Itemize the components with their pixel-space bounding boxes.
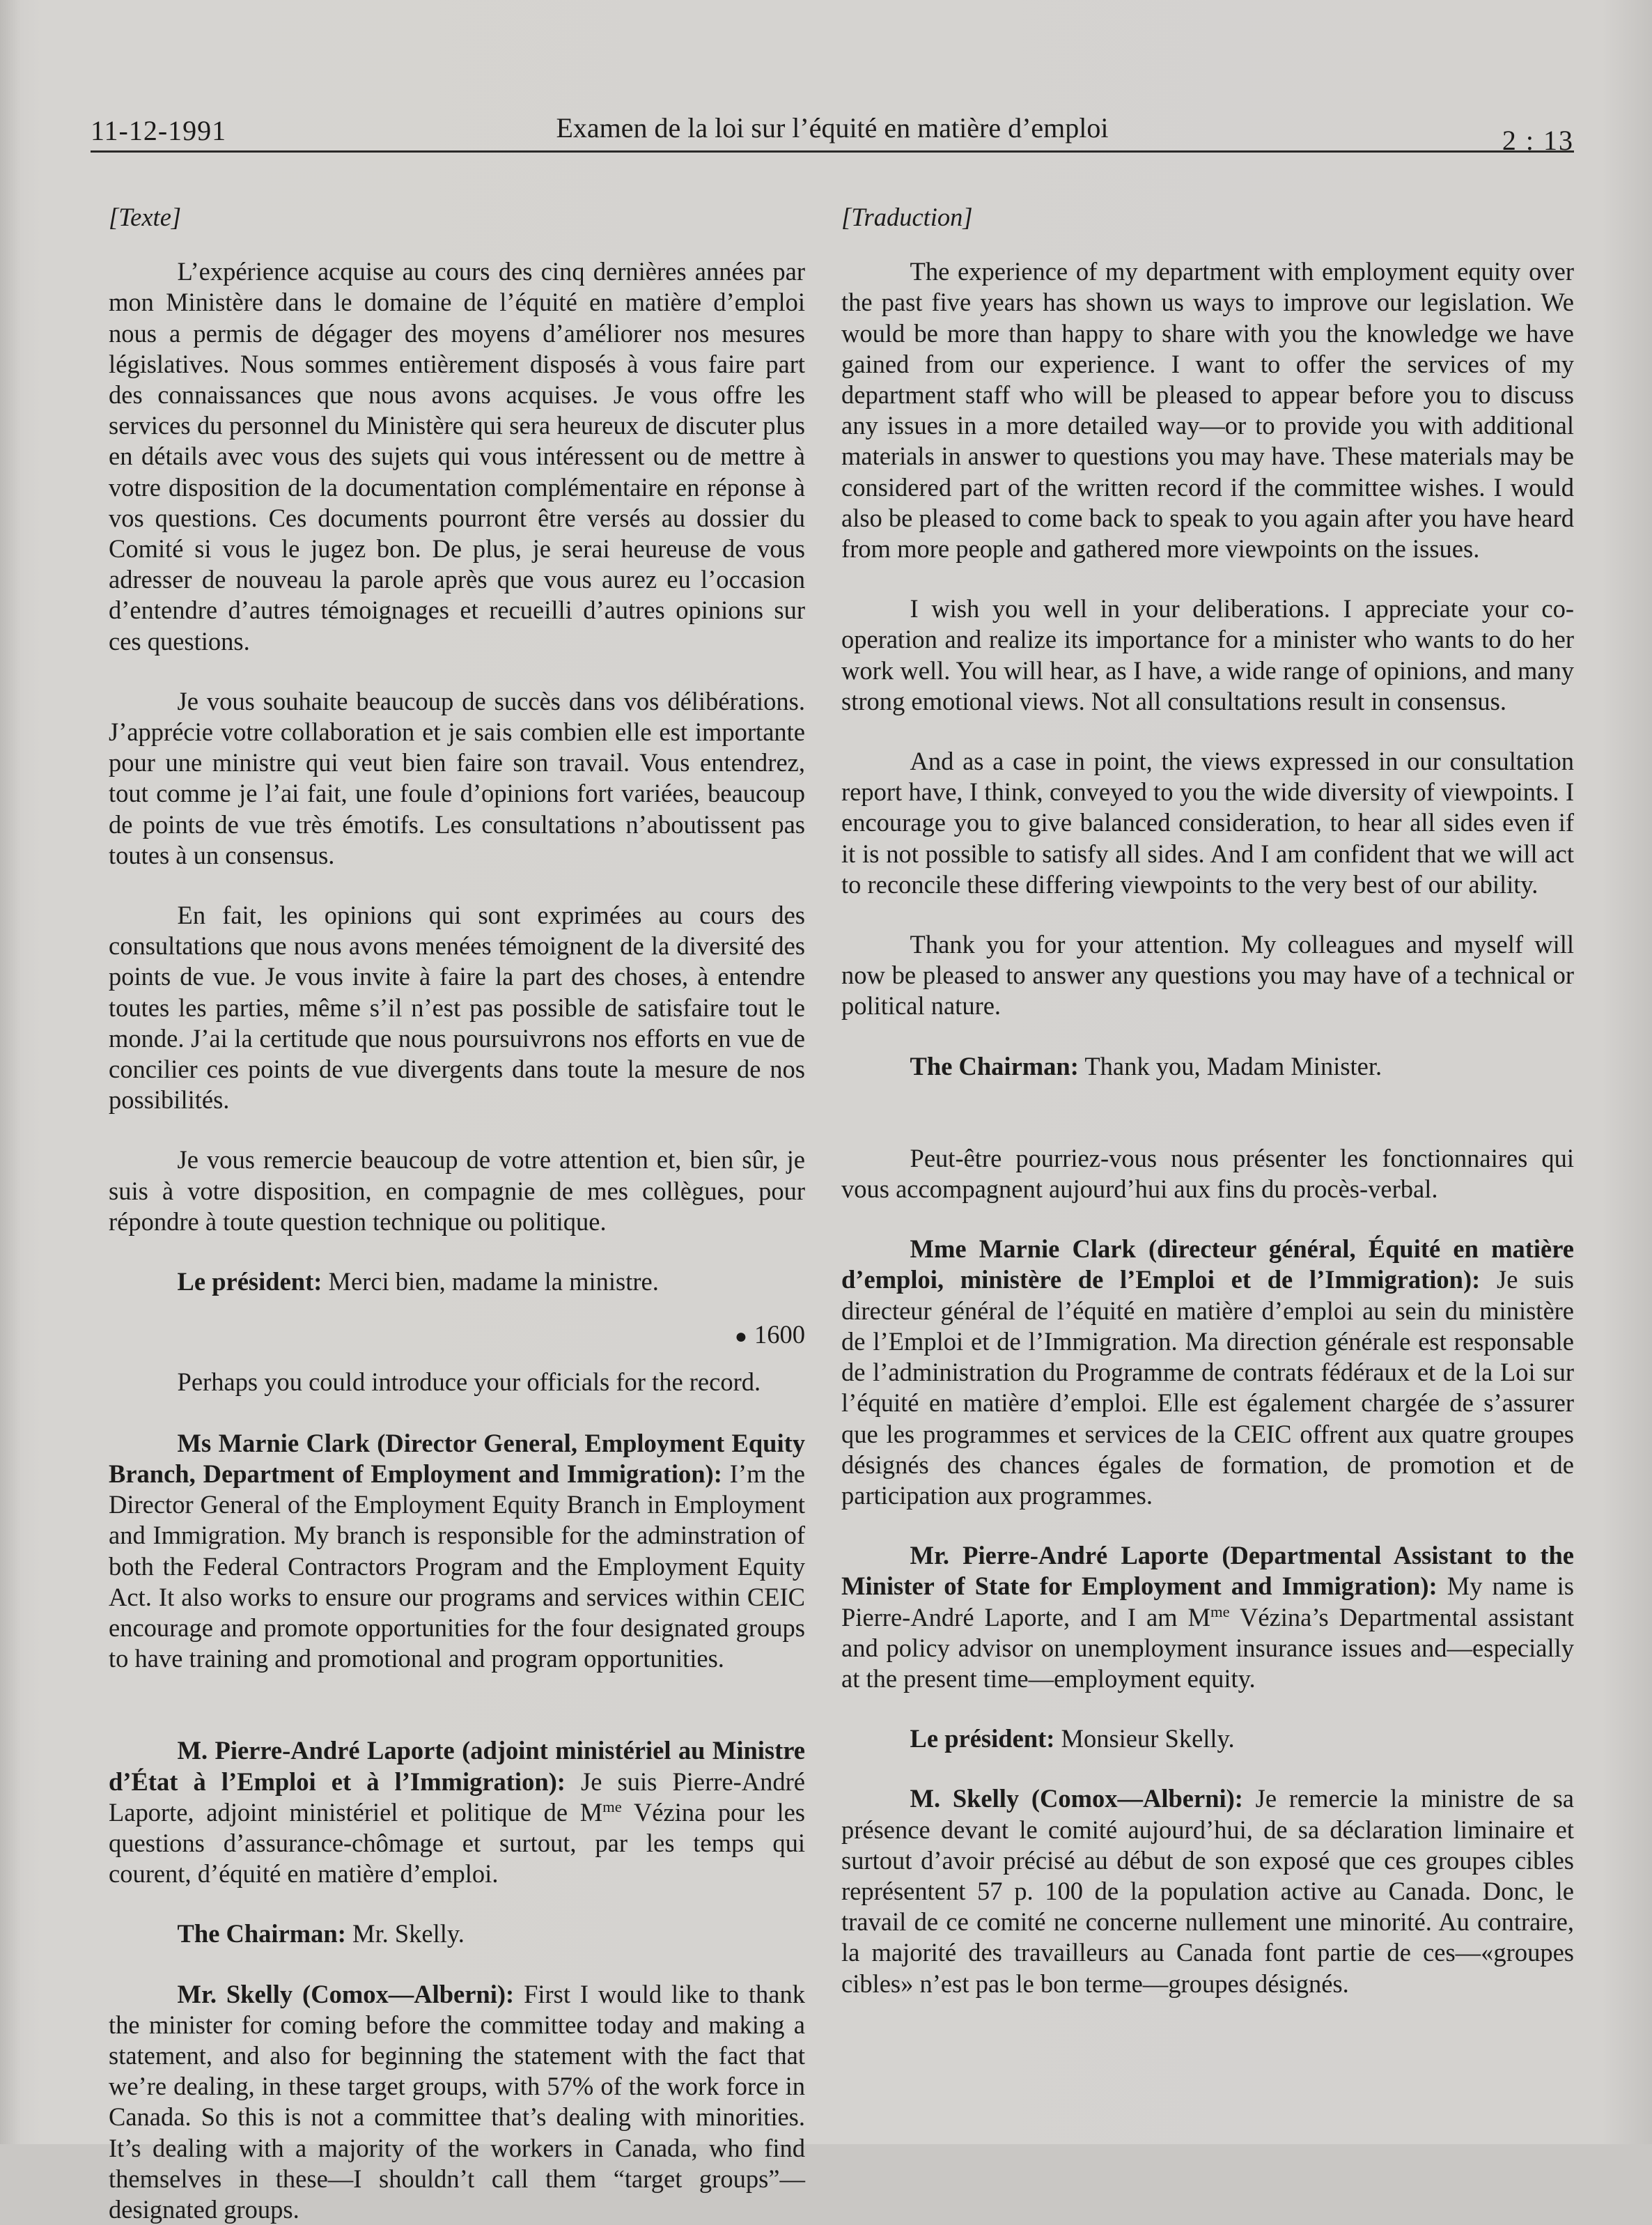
speech-text: Mr. Skelly. (345, 1919, 465, 1948)
superscript: me (1210, 1602, 1230, 1620)
column-label: [Texte] (109, 203, 182, 231)
speech-paragraph (841, 1723, 1574, 1754)
page-header (91, 111, 1574, 156)
speaker-name: Ms Marnie Clark (Director General, Employment Equity Branch, Department of Employment and Immigration): (109, 1428, 805, 1488)
speech-paragraph (841, 1234, 1574, 1511)
speech-text: Monsieur Skelly. (1054, 1724, 1235, 1753)
speech-text: Je suis directeur général de l’équité en matière d’emploi au sein du ministère de l’Emploi et de l’Immigration. Ma direction générale est responsable de l’administration du Programme de contrats fédéraux et de la Loi sur l’équité en matière d’emploi. Elle est également chargée de s’assurer que les programmes et services de la CEIC offrent aux quatre groupes désignés des chances égales de formation, de promotion et de participation aux programmes. (841, 1265, 1574, 1510)
spacer (841, 1082, 1574, 1114)
paragraph: And as a case in point, the views expressed in our consultation report have, I think, conveyed to you the wide diversity of viewpoints. I encourage you to give balanced consideration, to hear all sides even if it is not possible to satisfy all sides. And I am confident that we will act to reconcile these differing viewpoints to the very best of our ability. (841, 747, 1574, 899)
speaker-name: Mr. Pierre-André Laporte (Departmental Assistant to the Minister of State for Employment and Immigration): (841, 1541, 1574, 1601)
speech-paragraph (841, 1540, 1574, 1694)
speech-paragraph (109, 1266, 805, 1297)
speaker-name: Le président: (177, 1267, 322, 1296)
speech-text: Je remercie la ministre de sa présence devant le comité aujourd’hui, de sa déclaration liminaire et surtout d’avoir précisé au début de son exposé que ces groupes cibles représentent 57 p. 100 de la population active au Canada. Donc, le travail de ce comité ne concerne nullement une minorité. Au contraire, la majorité des travailleurs au Canada font partie de ces—«groupes cibles» n’est pas le bon terme—groupes désignés. (841, 1784, 1574, 1998)
time-stamp-value: 1600 (754, 1320, 805, 1349)
paragraph: The experience of my department with employment equity over the past five years has shown us ways to improve our legislation. We would be more than happy to share with you the knowledge we have gained from our experience. I want to offer the services of my department staff who will be pleased to appear before you to discuss any issues in a more detailed way—or to provide you with additional materials in answer to questions you may have. These materials may be considered part of the written record if the committee wishes. I would also be pleased to come back to speak to you again after you have heard from more people and gathered more viewpoints on the issues. (841, 257, 1575, 564)
speech-paragraph (109, 1735, 805, 1889)
speaker-name: M. Pierre-André Laporte (adjoint ministériel au Ministre d’État à l’Emploi et à l’Immigration): (109, 1736, 805, 1796)
bullet-icon: ● (734, 1325, 747, 1349)
speech-text: I’m the Director General of the Employment Equity Branch in Employment and Immigration. My branch is responsible for the adminstration of both the Federal Contractors Program and the Employment Equity Act. It also works to ensure our programs and services within CEIC encourage and promote opportunities for the four designated groups to have training and promotional and program opportunities. (109, 1459, 805, 1673)
spacer (109, 1674, 805, 1706)
speaker-name: M. Skelly (Comox—Alberni): (910, 1784, 1243, 1813)
speaker-name: The Chairman: (910, 1051, 1079, 1080)
speech-text: Merci bien, madame la ministre. (322, 1267, 659, 1296)
speech-paragraph (109, 1979, 805, 2225)
paragraph: En fait, les opinions qui sont exprimées au cours des consultations que nous avons menées témoignent de la diversité des points de vue. Je vous invite à faire la part des choses, à entendre toutes les parties, même s’il n’est pas possible de satisfaire tout le monde. J’ai la certitude que nous poursuivrons nos efforts en vue de concilier ces points de vue divergents dans toute la mesure de nos possibilités. (109, 901, 805, 1115)
speaker-name: Mr. Skelly (Comox—Alberni): (177, 1979, 515, 2008)
page-number: 2 : 13 (1502, 125, 1574, 156)
paragraph: Thank you for your attention. My colleagues and myself will now be pleased to answer any questions you may have of a technical or political nature. (841, 930, 1574, 1021)
speaker-name: Le président: (910, 1724, 1055, 1753)
speech-text: First I would like to thank the minister for coming before the committee today and making a statement, and also for beginning the statement with the fact that we’re dealing, in these target groups, with 57% of the work force in Canada. So this is not a committee that’s dealing with minorities. It’s dealing with a majority of the workers in Canada, who find themselves in these—I shouldn’t call them “target groups”—designated groups. (109, 1979, 805, 2224)
paragraph: L’expérience acquise au cours des cinq dernières années par mon Ministère dans le domaine de l’équité en matière d’emploi nous a permis de dégager des moyens d’améliorer nos mesures législatives. Nous sommes entièrement disposés à vous faire part des connaissances que nous avons acquises. Je vous offre les services du personnel du Ministère qui sera heureux de discuter plus en détails avec vous des sujets qui vous intéressent ou de mettre à votre disposition de la documentation complémentaire en réponse à vos questions. Ces documents pourront être versés au dossier du Comité si vous le jugez bon. De plus, je serai heureuse de vous adresser de nouveau la parole après que vous aurez eu l’occasion d’entendre d’autres témoignages et recueilli d’autres opinions sur ces questions. (109, 257, 805, 656)
speech-text: My name is Pierre-André Laporte, and I am M (841, 1572, 1574, 1631)
speech-text: Je suis Pierre-André Laporte, adjoint ministériel et politique de M (109, 1767, 805, 1827)
time-stamp (109, 1319, 805, 1352)
left-column-french (109, 202, 805, 2225)
speech-paragraph (109, 1918, 805, 1949)
column-label: [Traduction] (841, 203, 973, 231)
header-date: 11-12-1991 (91, 115, 227, 146)
paragraph: Je vous remercie beaucoup de votre attention et, bien sûr, je suis à votre disposition, en compagnie de mes collègues, pour répondre à toute question technique ou politique. (109, 1145, 805, 1236)
speaker-name: Mme Marnie Clark (directeur général, Équité en matière d’emploi, ministère de l’Emploi et de l’Immigration): (841, 1234, 1574, 1294)
paragraph: Perhaps you could introduce your officials for the record. (177, 1367, 761, 1396)
paragraph: I wish you well in your deliberations. I appreciate your co-operation and realize its importance for a minister who wants to do her work well. You will hear, as I have, a wide range of opinions, and many strong emotional views. Not all consultations result in consensus. (841, 594, 1574, 715)
speech-paragraph (841, 1783, 1574, 1999)
speech-text: Vézina pour les questions d’assurance-chômage et surtout, par les temps qui courent, d’équité en matière d’emploi. (109, 1797, 805, 1889)
speech-paragraph (841, 1051, 1574, 1082)
speech-text: Thank you, Madam Minister. (1078, 1051, 1382, 1080)
speaker-name: The Chairman: (177, 1919, 346, 1948)
paragraph: Je vous souhaite beaucoup de succès dans vos délibérations. J’apprécie votre collaboration et je sais combien elle est importante pour une ministre qui veut bien faire son travail. Vous entendrez, tout comme je l’ai fait, une foule d’opinions fort variées, beaucoup de points de vue très émotifs. Les consultations n’aboutissent pas toutes à un consensus. (109, 686, 805, 869)
superscript: me (602, 1797, 622, 1815)
right-column-english (841, 202, 1574, 1999)
speech-paragraph (109, 1428, 805, 1675)
paragraph: Peut-être pourriez-vous nous présenter les fonctionnaires qui vous accompagnent aujourd’hui aux fins du procès-verbal. (841, 1143, 1574, 1204)
speech-text: Vézina’s Departmental assistant and policy advisor on unemployment insurance issues and—especially at the present time—employment equity. (841, 1602, 1574, 1693)
header-title: Examen de la loi sur l’équité en matière d’emploi (556, 112, 1109, 144)
